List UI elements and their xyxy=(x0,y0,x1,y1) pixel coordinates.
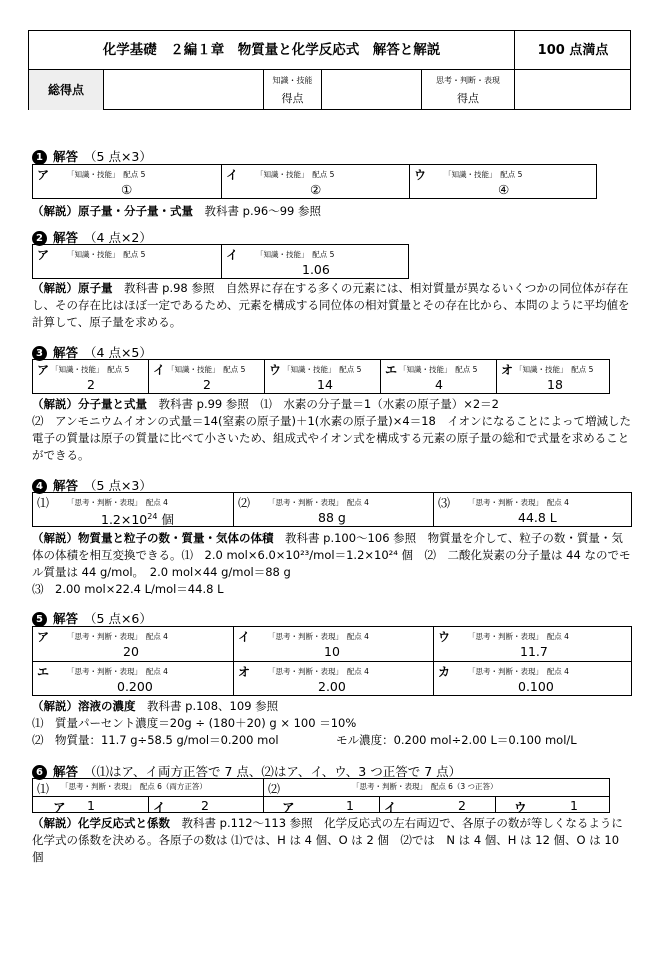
q3-cell-b xyxy=(148,360,264,393)
q4-1-value-unit: 個 xyxy=(157,512,174,527)
q3-a-label: ア xyxy=(37,363,50,377)
q2-answer-box xyxy=(32,244,409,279)
total-score-label: 総得点 xyxy=(29,70,104,110)
q6-title: 解答 xyxy=(53,764,79,779)
q6-exp-body: 教科書 p.112～113 参照 化学反応式の左右両辺で、各原子の数が等しくなるように化学式の係数を決める。各原子の数は ⑴では、H は 4 個、O は 2 個 ⑵では N は 4 個、H は 12 個、O は 10 個 xyxy=(32,816,623,864)
q3-cell-c xyxy=(264,360,380,393)
q4-1-label: ⑴ xyxy=(37,496,50,510)
q6-ans-2-value[interactable]: 2 xyxy=(201,798,209,813)
q4-2-tag: 「思考・判断・表現」 配点 4 xyxy=(268,498,369,507)
q2-title: 解答 xyxy=(53,230,79,245)
q6-explanation xyxy=(32,815,632,866)
q5-f-tag: 「思考・判断・表現」 配点 4 xyxy=(468,667,569,676)
q6-p1-subdivider xyxy=(148,796,149,812)
q5-heading xyxy=(32,609,152,627)
q3-cell-d xyxy=(380,360,496,393)
q3-b-tag: 「知識・技能」 配点 5 xyxy=(167,365,246,374)
q4-3-label: ⑶ xyxy=(438,496,451,510)
q3-a-tag: 「知識・技能」 配点 5 xyxy=(51,365,130,374)
q2-cell-b xyxy=(221,245,409,278)
q6-part2 xyxy=(263,779,610,815)
q5-explanation xyxy=(32,698,632,749)
q4-2-label: ⑵ xyxy=(238,496,251,510)
q1-heading xyxy=(32,147,152,165)
q5-c-value[interactable]: 11.7 xyxy=(520,644,548,659)
q5-a-tag: 「思考・判断・表現」 配点 4 xyxy=(67,632,168,641)
header-title: 化学基礎 ２編１章 物質量と化学反応式 解答と解説 xyxy=(29,31,515,70)
q1-exp-head: （解説）原子量・分子量・式量 xyxy=(32,204,193,218)
q4-1-value-base: 1.2×10 xyxy=(101,512,148,527)
q4-number: 4 xyxy=(32,479,47,494)
q3-d-tag: 「知識・技能」 配点 5 xyxy=(399,365,478,374)
q1-explanation xyxy=(32,203,321,219)
q5-a-value[interactable]: 20 xyxy=(123,644,139,659)
q1-number: 1 xyxy=(32,150,47,165)
q5-answer-box xyxy=(32,626,632,696)
q1-b-value[interactable]: ② xyxy=(310,182,322,197)
q3-points: （4 点×5） xyxy=(84,345,152,360)
thinking-sub: 得点 xyxy=(457,92,479,105)
q5-e-value[interactable]: 2.00 xyxy=(318,679,346,694)
q5-exp-head: （解説）溶液の濃度 xyxy=(32,699,136,713)
q5-cell-d xyxy=(33,662,233,695)
q3-c-label: ウ xyxy=(269,363,282,377)
q6-ans-2-label: イ xyxy=(153,800,166,815)
q6-ans-4-value[interactable]: 2 xyxy=(458,798,466,813)
q6-points: （⑴はア、イ両方正答で 7 点、⑵はア、イ、ウ、3 つ正答で 7 点） xyxy=(84,764,462,779)
q5-c-label: ウ xyxy=(438,630,451,644)
q2-b-tag: 「知識・技能」 配点 5 xyxy=(256,250,335,259)
header-table xyxy=(28,30,631,110)
q6-p2-top-rule xyxy=(264,796,610,797)
q4-3-tag: 「思考・判断・表現」 配点 4 xyxy=(468,498,569,507)
q1-a-label: ア xyxy=(37,168,50,182)
q6-ans-5-value[interactable]: 1 xyxy=(570,798,578,813)
q3-title: 解答 xyxy=(53,345,79,360)
q1-cell-b xyxy=(221,165,409,198)
q5-f-value[interactable]: 0.100 xyxy=(518,679,554,694)
q1-title: 解答 xyxy=(53,149,79,164)
q1-c-tag: 「知識・技能」 配点 5 xyxy=(444,170,523,179)
q3-exp-head: （解説）分子量と式量 xyxy=(32,397,147,411)
q5-number: 5 xyxy=(32,612,47,627)
q4-answer-box xyxy=(32,492,632,527)
q4-cell-2 xyxy=(233,493,433,526)
q3-number: 3 xyxy=(32,346,47,361)
knowledge-label: 知識・技能 xyxy=(272,76,313,85)
q5-title: 解答 xyxy=(53,611,79,626)
q6-p1-top-rule xyxy=(33,796,263,797)
q5-cell-b xyxy=(233,627,433,661)
q5-points: （5 点×6） xyxy=(84,611,152,626)
q4-2-value[interactable]: 88 g xyxy=(318,510,346,525)
q6-ans-1-value[interactable]: 1 xyxy=(87,798,95,813)
q2-explanation xyxy=(32,280,632,331)
total-score-field[interactable] xyxy=(104,70,264,110)
q6-p2-subdivider-2 xyxy=(495,796,496,812)
knowledge-score-field[interactable] xyxy=(322,70,422,110)
q4-1-value-exp: 24 xyxy=(147,511,158,521)
q6-exp-head: （解説）化学反応式と係数 xyxy=(32,816,170,830)
q2-exp-head: （解説）原子量 xyxy=(32,281,113,295)
q3-d-value[interactable]: 4 xyxy=(435,377,443,392)
q6-ans-4-label: イ xyxy=(384,800,397,815)
q6-part1 xyxy=(33,779,263,815)
q5-b-tag: 「思考・判断・表現」 配点 4 xyxy=(268,632,369,641)
q6-ans-5-label: ウ xyxy=(514,800,527,815)
q6-p2-subdivider-1 xyxy=(379,796,380,812)
q2-a-tag: 「知識・技能」 配点 5 xyxy=(67,250,146,259)
q5-e-label: オ xyxy=(238,665,251,679)
q5-b-label: イ xyxy=(238,630,251,644)
q1-cell-c xyxy=(409,165,597,198)
q2-b-label: イ xyxy=(226,248,239,262)
thinking-score-field[interactable] xyxy=(515,70,631,110)
q4-exp-line3: ⑶ 2.00 mol×22.4 L/mol＝44.8 L xyxy=(32,582,224,596)
q4-points: （5 点×3） xyxy=(84,478,152,493)
q3-c-value[interactable]: 14 xyxy=(317,377,333,392)
q5-d-tag: 「思考・判断・表現」 配点 4 xyxy=(67,667,168,676)
q5-cell-c xyxy=(433,627,632,661)
q3-e-value[interactable]: 18 xyxy=(547,377,563,392)
q3-exp-body2: ⑵ アンモニウムイオンの式量＝14(窒素の原子量)＋1(水素の原子量)×4＝18 イオンになることによって増減した電子の質量は原子の質量に比べて小さいため、組成式やイオン式を構成する元素の原子量の総和で式量を求めることができる。 xyxy=(32,414,631,462)
knowledge-score-label xyxy=(264,70,322,110)
q2-cell-a xyxy=(33,245,221,278)
q3-exp-body1: 教科書 p.99 参照 ⑴ 水素の分子量＝1（水素の原子量）×2＝2 xyxy=(147,397,499,411)
q2-points: （4 点×2） xyxy=(84,230,152,245)
q5-exp-line1: ⑴ 質量パーセント濃度＝20g ÷ (180＋20) g × 100 ＝10% xyxy=(32,716,357,730)
q5-a-label: ア xyxy=(37,630,50,644)
q2-exp-body: 教科書 p.98 参照 自然界に存在する多くの元素には、相対質量が異なるいくつかの同位体が存在し、その存在比はほぼ一定であるため、元素を構成する同位体の相対質量とその存在比から、本問のように平均値を計算して、原子量を求める。 xyxy=(32,281,630,329)
thinking-label: 思考・判断・表現 xyxy=(436,76,500,85)
q4-1-value[interactable] xyxy=(101,510,174,528)
q6-ans-3-value[interactable]: 1 xyxy=(346,798,354,813)
knowledge-sub: 得点 xyxy=(281,92,304,105)
q3-d-label: エ xyxy=(385,363,398,377)
q6-ans-3-label: ア xyxy=(282,800,295,815)
q6-number: 6 xyxy=(32,765,47,780)
q2-number: 2 xyxy=(32,231,47,246)
q3-answer-box xyxy=(32,359,610,394)
q3-c-tag: 「知識・技能」 配点 5 xyxy=(283,365,362,374)
q1-b-tag: 「知識・技能」 配点 5 xyxy=(256,170,335,179)
q6-p1-tag: 「思考・判断・表現」 配点 6（両方正答） xyxy=(61,782,207,791)
q3-cell-a xyxy=(33,360,148,393)
q4-explanation xyxy=(32,530,632,598)
q4-exp-main xyxy=(32,530,632,581)
q4-cell-3 xyxy=(433,493,632,526)
q4-cell-1 xyxy=(33,493,233,526)
q5-d-value[interactable]: 0.200 xyxy=(117,679,153,694)
q5-exp-body: 教科書 p.108、109 参照 xyxy=(135,699,279,713)
q2-a-label: ア xyxy=(37,248,50,262)
q6-ans-1-label: ア xyxy=(53,800,66,815)
q3-exp-line1 xyxy=(32,396,632,413)
q5-cell-a xyxy=(33,627,233,661)
q3-e-label: オ xyxy=(501,363,514,377)
q1-b-label: イ xyxy=(226,168,239,182)
q6-answer-box xyxy=(32,778,610,813)
q3-e-tag: 「知識・技能」 配点 5 xyxy=(515,365,594,374)
q5-cell-f xyxy=(433,662,632,695)
q5-d-label: エ xyxy=(37,665,50,679)
q5-c-tag: 「思考・判断・表現」 配点 4 xyxy=(468,632,569,641)
q1-cell-a xyxy=(33,165,221,198)
q5-exp-main xyxy=(32,698,632,715)
q3-cell-e xyxy=(496,360,610,393)
q1-c-label: ウ xyxy=(414,168,427,182)
q6-p2-tag: 「思考・判断・表現」 配点 6（3 つ正答） xyxy=(352,782,498,791)
q1-a-tag: 「知識・技能」 配点 5 xyxy=(67,170,146,179)
q4-exp-body: 教科書 p.100～106 参照 物質量を介して、粒子の数・質量・気体の体積を相互変換できる。⑴ 2.0 mol×6.0×10²³/mol＝1.2×10²⁴ 個 ⑵ 二酸化炭素の分子量は 44 なのでモル質量は 44 g/mol。 2.0 mol×44 g/mol＝88 g xyxy=(32,531,631,579)
q3-a-value[interactable]: 2 xyxy=(87,377,95,392)
q1-a-value[interactable]: ① xyxy=(121,182,133,197)
q5-b-value[interactable]: 10 xyxy=(324,644,340,659)
q4-title: 解答 xyxy=(53,478,79,493)
q3-b-value[interactable]: 2 xyxy=(203,377,211,392)
thinking-score-label xyxy=(422,70,515,110)
q1-c-value[interactable]: ④ xyxy=(498,182,510,197)
full-score: 100 点満点 xyxy=(515,31,631,70)
q5-f-label: カ xyxy=(438,665,451,679)
q2-b-value[interactable]: 1.06 xyxy=(302,262,330,277)
q6-p2-label: ⑵ xyxy=(268,782,281,796)
q1-points: （5 点×3） xyxy=(84,149,152,164)
q1-answer-box xyxy=(32,164,597,199)
q3-explanation xyxy=(32,396,632,464)
q6-p1-label: ⑴ xyxy=(37,782,50,796)
q4-exp-head: （解説）物質量と粒子の数・質量・気体の体積 xyxy=(32,531,274,545)
q5-exp-line2: ⑵ 物質量：11.7 g÷58.5 g/mol＝0.200 mol モル濃度：0.200 mol÷2.00 L＝0.100 mol/L xyxy=(32,733,577,747)
q4-1-tag: 「思考・判断・表現」 配点 4 xyxy=(67,498,168,507)
q3-b-label: イ xyxy=(153,363,166,377)
q4-3-value[interactable]: 44.8 L xyxy=(518,510,557,525)
q1-exp-body: 教科書 p.96～99 参照 xyxy=(193,204,322,218)
q5-e-tag: 「思考・判断・表現」 配点 4 xyxy=(268,667,369,676)
q5-cell-e xyxy=(233,662,433,695)
